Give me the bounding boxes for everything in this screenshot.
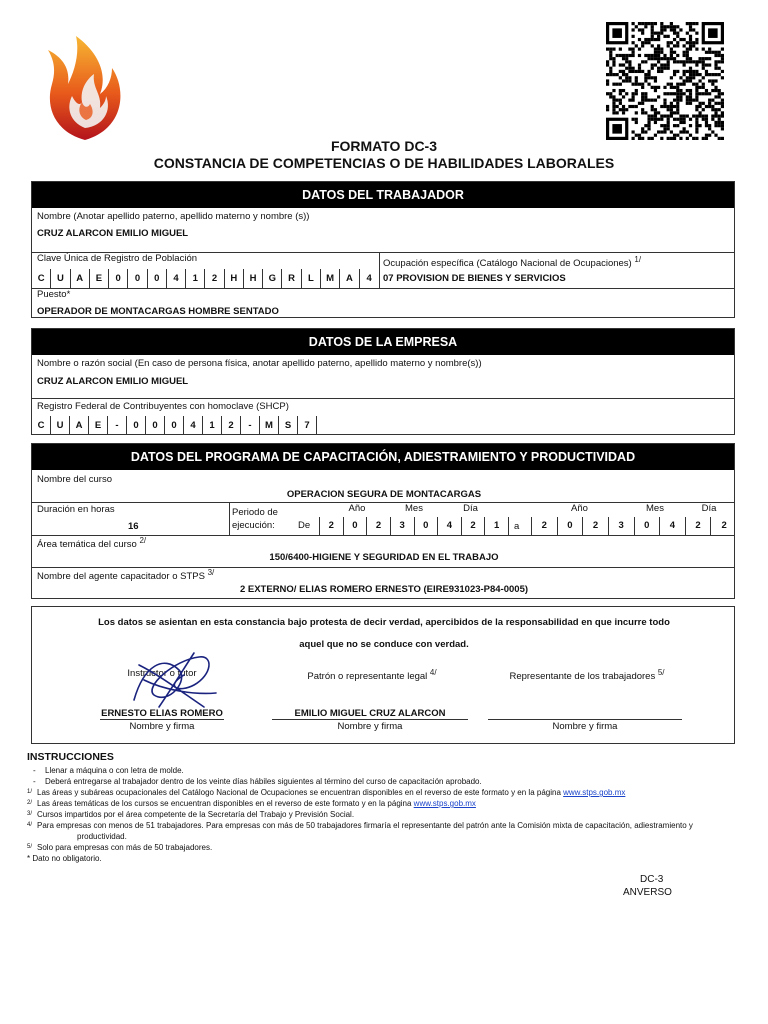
instruction-text: Llenar a máquina o con letra de molde. [45, 766, 184, 775]
char-cell: 0 [344, 517, 368, 535]
start-month-label: Mes [405, 503, 423, 514]
char-cell: A [340, 269, 359, 288]
worker-section [31, 181, 735, 318]
instruction-item [27, 765, 727, 776]
instruction-text: Las áreas y subáreas ocupacionales del Catálogo Nacional de Ocupaciones se encuentran disponibles en el reverso de este formato y en la página [37, 788, 561, 797]
instruction-mark: - [33, 766, 36, 775]
char-cell: C [32, 269, 51, 288]
char-cell: 3 [609, 517, 635, 535]
char-cell: 2 [222, 416, 241, 435]
trainer-value: 2 EXTERNO/ ELIAS ROMERO ERNESTO (EIRE931023-P84-0005) [239, 584, 529, 595]
char-cell: 4 [184, 416, 203, 435]
rfc-label: Registro Federal de Contribuyentes con homoclave (SHCP) [37, 401, 289, 412]
char-cell: 1 [203, 416, 222, 435]
char-cell: 2 [367, 517, 391, 535]
declaration-line-2: aquel que no se conduce con verdad. [299, 639, 469, 650]
course-name: OPERACION SEGURA DE MONTACARGAS [286, 489, 482, 500]
duration-value: 16 [128, 521, 139, 532]
footer-side: ANVERSO [623, 887, 672, 898]
char-cell: S [279, 416, 298, 435]
duration-label: Duración en horas [37, 504, 115, 515]
position-label: Puesto* [37, 289, 71, 300]
instruction-text: Las áreas temáticas de los cursos se encuentran disponibles en el reverso de este formato y en la página [37, 799, 412, 808]
signature-section [31, 606, 735, 744]
char-cell: 7 [298, 416, 317, 435]
char-cell: E [89, 416, 108, 435]
end-date-cells [531, 517, 737, 535]
from-label: De [298, 520, 311, 531]
patron-name: EMILIO MIGUEL CRUZ ALARCON [294, 708, 446, 719]
instruction-item [27, 809, 727, 820]
start-year-label: Año [348, 503, 366, 514]
instructor-label: Instructor o tutor [127, 668, 197, 679]
worker-name: CRUZ ALARCON EMILIO MIGUEL [37, 228, 189, 239]
qr-code [606, 22, 724, 140]
instruction-text: Solo para empresas con más de 50 trabajadores. [37, 843, 213, 852]
char-cell: R [282, 269, 301, 288]
patron-label: Patrón o representante legal $^{4/}$ [307, 668, 437, 683]
course-label: Nombre del curso [37, 474, 112, 485]
instruction-mark: - [33, 777, 36, 786]
char-cell: 0 [148, 269, 167, 288]
char-cell: M [260, 416, 279, 435]
worker-name-label: Nombre (Anotar apellido paterno, apellido materno y nombre (s)) [37, 211, 310, 222]
instructor-name: ERNESTO ELIAS ROMERO [101, 708, 223, 719]
program-section [31, 443, 735, 599]
char-cell: L [302, 269, 321, 288]
end-month-label: Mes [646, 503, 664, 514]
worker-section-header: DATOS DEL TRABAJADOR [32, 182, 734, 208]
instruction-mark: 5/ [27, 844, 33, 850]
instruction-text: Deberá entregarse al trabajador dentro de los veinte días hábiles siguientes al término del curso de capacitación aprobado. [45, 777, 482, 786]
char-cell: - [108, 416, 127, 435]
instruction-item [27, 787, 727, 798]
instruction-mark: 2/ [27, 800, 33, 806]
char-cell: 3 [391, 517, 415, 535]
curp-label: Clave Única de Registro de Población [37, 253, 198, 264]
worker-rep-label: Representante de los trabajadores $^{5/}$ [509, 668, 665, 683]
flame-logo [40, 32, 130, 144]
area-label: Área temática del curso $^{2/}$ [37, 536, 147, 551]
instruction-mark: 1/ [27, 789, 33, 795]
instructions-list [27, 765, 727, 864]
instruction-item [27, 831, 727, 842]
curp-cells [32, 269, 379, 288]
char-cell: 2 [583, 517, 609, 535]
char-cell: 2 [320, 517, 344, 535]
trainer-label: Nombre del agente capacitador o STPS $^{3/}$ [37, 568, 215, 583]
char-cell: 2 [721, 520, 727, 531]
instructor-name-firm: Nombre y firma [129, 721, 195, 732]
char-cell: 1 [186, 269, 205, 288]
char-cell: 0 [109, 269, 128, 288]
char-cell: 4 [660, 517, 686, 535]
char-cell: 0 [165, 416, 184, 435]
instructions-title: INSTRUCCIONES [27, 751, 114, 763]
char-cell: 2 [205, 269, 224, 288]
form-subtitle: CONSTANCIA DE COMPETENCIAS O DE HABILIDADES LABORALES [153, 155, 615, 171]
char-cell: 4 [438, 517, 462, 535]
char-cell: U [51, 416, 70, 435]
area-value: 150/6400-HIGIENE Y SEGURIDAD EN EL TRABAJO [269, 552, 499, 563]
occupation-label: Ocupación específica (Catálogo Nacional de Ocupaciones) $^{1/}$ [383, 255, 642, 270]
instruction-item [27, 798, 727, 809]
form-title: FORMATO DC-3 [330, 138, 438, 154]
period-label-1: Periodo de [232, 507, 278, 518]
instruction-text: Para empresas con menos de 51 trabajadores. Para empresas con más de 50 trabajadores firmaría el representante del patrón ante la Comisión mixta de capacitación, adiestramiento y [37, 821, 693, 830]
char-cell: C [32, 416, 51, 435]
char-cell: M [321, 269, 340, 288]
char-cell: 4 [366, 273, 372, 284]
char-cell: 2 [686, 517, 712, 535]
char-cell: 0 [127, 416, 146, 435]
to-label: a [514, 521, 520, 532]
start-day-label: Día [463, 503, 478, 514]
char-cell: 0 [146, 416, 165, 435]
stps-link[interactable]: www.stps.gob.mx [563, 788, 626, 797]
char-cell: A [70, 416, 89, 435]
instruction-item [27, 853, 727, 864]
instruction-text: * Dato no obligatorio. [27, 854, 102, 863]
char-cell: H [244, 269, 263, 288]
char-cell: 0 [128, 269, 147, 288]
end-year-label: Año [571, 503, 588, 514]
rfc-cells [32, 416, 317, 435]
period-label-2: ejecución: [232, 520, 275, 531]
char-cell: - [241, 416, 260, 435]
instruction-text: Cursos impartidos por el área competente de la Secretaría del Trabajo y Previsión Social. [37, 810, 355, 819]
char-cell: 1 [485, 517, 509, 535]
end-day-label: Día [701, 503, 717, 514]
start-date-cells [319, 517, 509, 535]
company-section [31, 328, 735, 435]
patron-name-firm: Nombre y firma [337, 721, 403, 732]
instruction-item [27, 820, 727, 831]
char-cell: 2 [462, 517, 486, 535]
char-cell: E [90, 269, 109, 288]
instruction-item [27, 842, 727, 853]
char-cell: 4 [167, 269, 186, 288]
instruction-item [27, 776, 727, 787]
char-cell: A [71, 269, 90, 288]
instruction-mark: 4/ [27, 822, 33, 828]
position-value: OPERADOR DE MONTACARGAS HOMBRE SENTADO [37, 306, 279, 317]
footer-code: DC-3 [640, 874, 664, 885]
char-cell: 2 [532, 517, 558, 535]
char-cell: 0 [415, 517, 439, 535]
char-cell: U [51, 269, 70, 288]
stps-link[interactable]: www.stps.gob.mx [413, 799, 476, 808]
program-section-header: DATOS DEL PROGRAMA DE CAPACITACIÓN, ADIESTRAMIENTO Y PRODUCTIVIDAD [32, 444, 734, 470]
char-cell: G [263, 269, 282, 288]
char-cell: 0 [635, 517, 661, 535]
instruction-mark: 3/ [27, 811, 33, 817]
company-name-label: Nombre o razón social (En caso de persona física, anotar apellido paterno, apellido materno y nombre(s)) [37, 358, 482, 369]
char-cell: H [225, 269, 244, 288]
declaration-line-1: Los datos se asientan en esta constancia bajo protesta de decir verdad, apercibidos de la responsabilidad en que incurre todo [98, 617, 670, 628]
instruction-text: productividad. [77, 832, 127, 841]
occupation-value: 07 PROVISION DE BIENES Y SERVICIOS [383, 273, 566, 284]
rep-name-firm: Nombre y firma [552, 721, 618, 732]
company-name: CRUZ ALARCON EMILIO MIGUEL [37, 376, 189, 387]
company-section-header: DATOS DE LA EMPRESA [32, 329, 734, 355]
instructor-signature [124, 645, 224, 715]
char-cell: 0 [558, 517, 584, 535]
